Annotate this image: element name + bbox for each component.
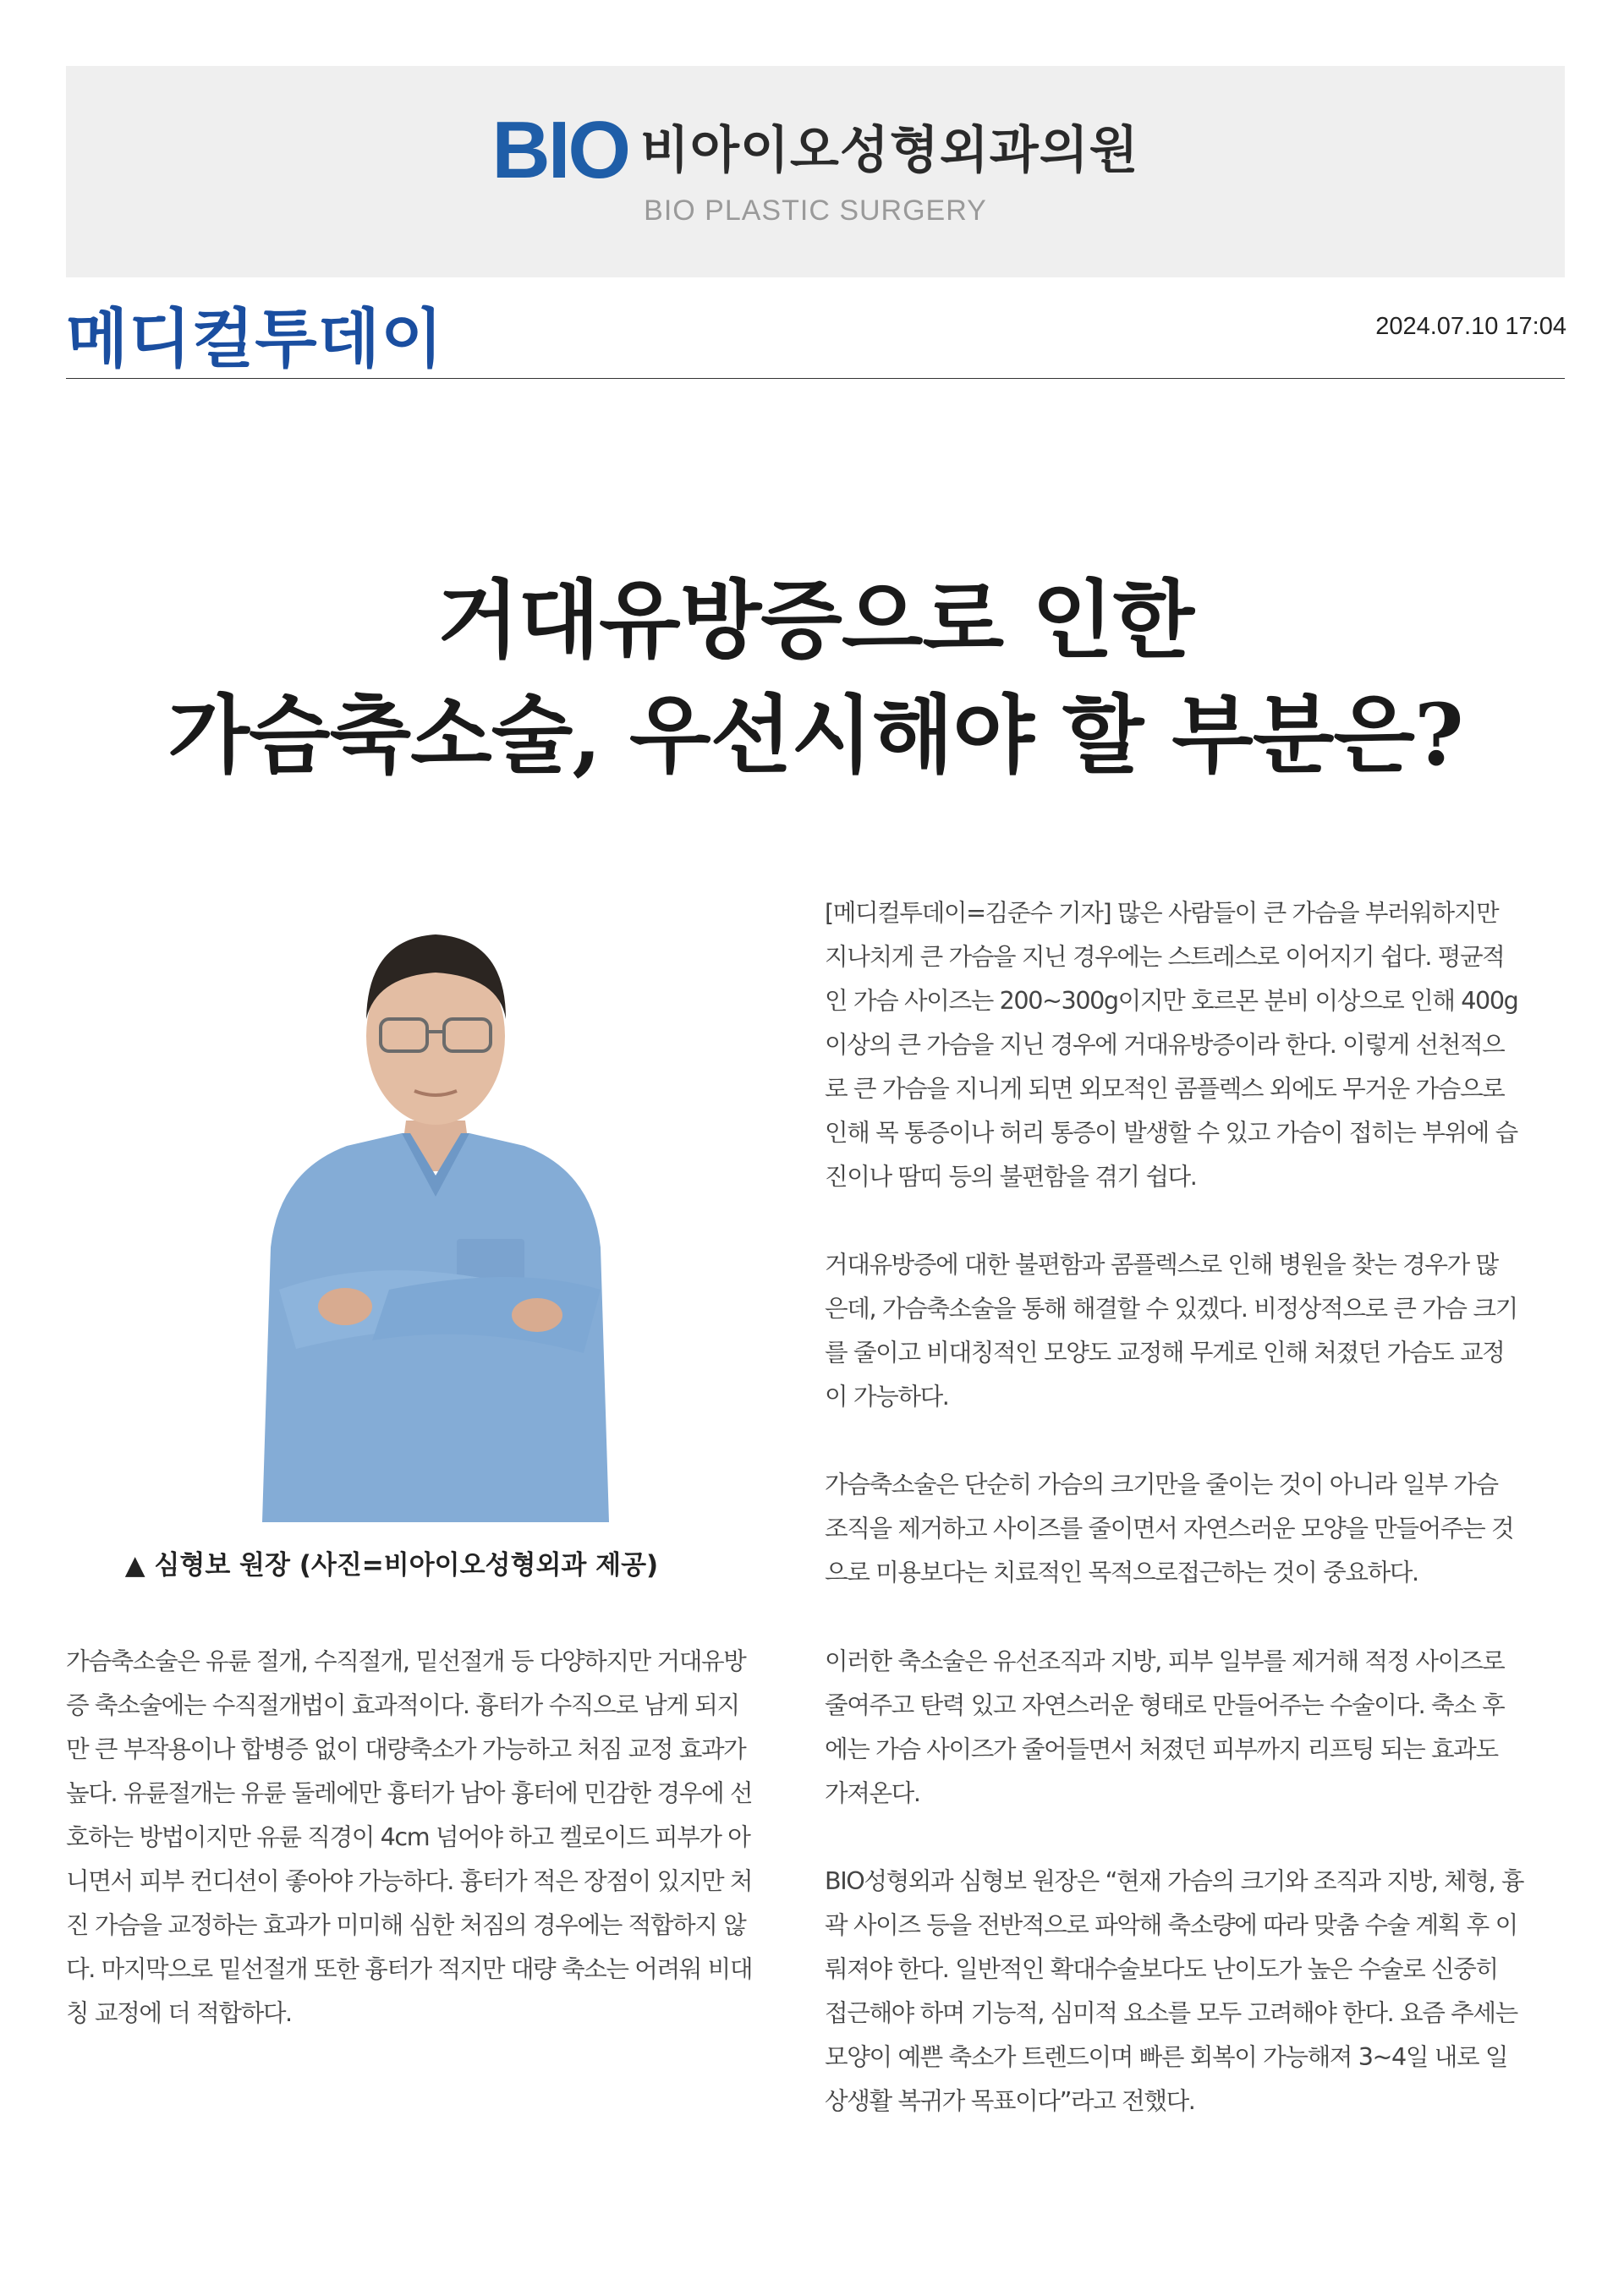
headline-line: 가슴축소술, 우선시해야 할 부분은? (167, 685, 1463, 785)
article-headline (66, 562, 1565, 792)
paragraph-line: 로 큰 가슴을 지니게 되면 외모적인 콤플렉스 외에도 무거운 가슴으로 (825, 1074, 1505, 1103)
logo-name: 비아이오성형외과의원 (640, 121, 1139, 180)
paragraph-line: 가슴축소술은 유륜 절개, 수직절개, 밑선절개 등 다양하지만 거대유방 (66, 1647, 746, 1675)
paragraph-line: 칭 교정에 더 적합하다. (66, 1998, 292, 2027)
paragraph-line: 호하는 방법이지만 유륜 직경이 4cm 넘어야 하고 켈로이드 피부가 아 (66, 1822, 750, 1851)
paragraph-line: BIO성형외과 심형보 원장은 “현재 가슴의 크기와 조직과 지방, 체형, 흉 (825, 1866, 1524, 1895)
headline-line: 거대유방증으로 인한 (436, 570, 1194, 670)
paragraph-line: 줄여주고 탄력 있고 자연스러운 형태로 만들어주는 수술이다. 축소 후 (825, 1690, 1505, 1719)
clinic-logo (66, 105, 1565, 195)
paragraph-line: 인해 목 통증이나 허리 통증이 발생할 수 있고 가슴이 접히는 부위에 습 (825, 1118, 1517, 1147)
logo-subtitle: BIO PLASTIC SURGERY (644, 195, 987, 227)
paragraph-line: 으로 미용보다는 치료적인 목적으로접근하는 것이 중요하다. (825, 1558, 1418, 1586)
paragraph (825, 1462, 1569, 1594)
paragraph-line: 높다. 유륜절개는 유륜 둘레에만 흉터가 남아 흉터에 민감한 경우에 선 (66, 1778, 753, 1807)
paragraph-line: 접근해야 하며 기능적, 심미적 요소를 모두 고려해야 한다. 요즘 추세는 (825, 1998, 1517, 2027)
paragraph-line: 이 가능하다. (825, 1382, 949, 1411)
paragraph-line: 뤄져야 한다. 일반적인 확대수술보다도 난이도가 높은 수술로 신중히 (825, 1954, 1498, 1983)
paragraph-line: 이러한 축소술은 유선조직과 지방, 피부 일부를 제거해 적정 사이즈로 (825, 1647, 1505, 1675)
paragraph (825, 1242, 1569, 1418)
paragraph-line: 모양이 예쁜 축소가 트렌드이며 빠른 회복이 가능해져 3~4일 내로 일 (825, 2042, 1508, 2071)
paragraph (825, 1639, 1569, 1815)
paragraph-line: 증 축소술에는 수직절개법이 효과적이다. 흉터가 수직으로 남게 되지 (66, 1690, 739, 1719)
paragraph-line: 상생활 복귀가 목표이다”라고 전했다. (825, 2086, 1195, 2115)
paragraph-line: 거대유방증에 대한 불편함과 콤플렉스로 인해 병원을 찾는 경우가 많 (825, 1250, 1498, 1279)
paragraph-line: 가져온다. (825, 1778, 920, 1807)
paragraph-line: 곽 사이즈 등을 전반적으로 파악해 축소량에 따라 맞춤 수술 계획 후 이 (825, 1910, 1517, 1939)
header-divider (66, 378, 1565, 379)
logo-mark: BIO (491, 105, 629, 195)
publish-date: 2024.07.10 17:04 (1375, 313, 1566, 340)
paragraph-line: 만 큰 부작용이나 합병증 없이 대량축소가 가능하고 처짐 교정 효과가 (66, 1734, 746, 1763)
paragraph (825, 890, 1569, 1198)
photo-caption: ▲ 심형보 원장 (사진=비아이오성형외과 제공) (124, 1550, 659, 1581)
paragraph-line: 이상의 큰 가슴을 지닌 경우에 거대유방증이라 한다. 이렇게 선천적으 (825, 1030, 1505, 1059)
paragraph-line: 진 가슴을 교정하는 효과가 미미해 심한 처짐의 경우에는 적합하지 않 (66, 1910, 746, 1939)
paragraph-line: 조직을 제거하고 사이즈를 줄이면서 자연스러운 모양을 만들어주는 것 (825, 1514, 1514, 1543)
paragraph-line: [메디컬투데이=김준수 기자] 많은 사람들이 큰 가슴을 부러워하지만 (825, 898, 1499, 927)
paragraph-line: 지나치게 큰 가슴을 지닌 경우에는 스트레스로 이어지기 쉽다. 평균적 (825, 942, 1505, 971)
paragraph (66, 1639, 810, 2035)
paragraph-line: 가슴축소술은 단순히 가슴의 크기만을 줄이는 것이 아니라 일부 가슴 (825, 1470, 1498, 1499)
paragraph-line: 를 줄이고 비대칭적인 모양도 교정해 무게로 인해 처졌던 가슴도 교정 (825, 1338, 1505, 1367)
paragraph-line: 은데, 가슴축소술을 통해 해결할 수 있겠다. 비정상적으로 큰 가슴 크기 (825, 1294, 1517, 1323)
publication-masthead: 메디컬투데이 (66, 301, 444, 376)
paragraph (825, 1859, 1569, 2123)
paragraph-line: 인 가슴 사이즈는 200~300g이지만 호르몬 분비 이상으로 인해 400g (825, 986, 1518, 1015)
paragraph-line: 다. 마지막으로 밑선절개 또한 흉터가 적지만 대량 축소는 어려워 비대 (66, 1954, 753, 1983)
clinic-banner (66, 66, 1565, 277)
paragraph-line: 니면서 피부 컨디션이 좋아야 가능하다. 흉터가 적은 장점이 있지만 처 (66, 1866, 753, 1895)
paragraph-line: 에는 가슴 사이즈가 줄어들면서 처졌던 피부까지 리프팅 되는 효과도 (825, 1734, 1498, 1763)
paragraph-line: 진이나 땀띠 등의 불편함을 겪기 쉽다. (825, 1162, 1197, 1191)
doctor-portrait-photo (245, 892, 626, 1522)
